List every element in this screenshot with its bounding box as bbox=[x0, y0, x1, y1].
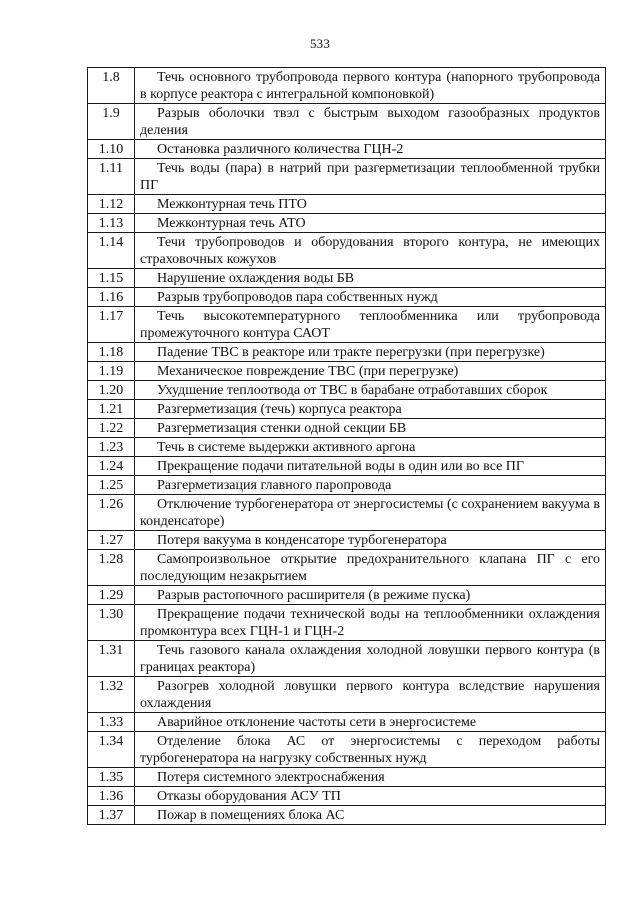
row-description: Отказы оборудования АСУ ТП bbox=[135, 787, 606, 806]
row-number: 1.19 bbox=[88, 362, 135, 381]
table-row bbox=[88, 362, 606, 381]
table-row bbox=[88, 806, 606, 825]
row-number: 1.23 bbox=[88, 438, 135, 457]
row-number: 1.30 bbox=[88, 605, 135, 641]
table-row bbox=[88, 400, 606, 419]
table-row bbox=[88, 495, 606, 531]
row-number: 1.17 bbox=[88, 307, 135, 343]
row-description: Прекращение подачи питательной воды в один или во все ПГ bbox=[135, 457, 606, 476]
row-description: Разгерметизация (течь) корпуса реактора bbox=[135, 400, 606, 419]
row-description: Остановка различного количества ГЦН-2 bbox=[135, 140, 606, 159]
row-number: 1.27 bbox=[88, 531, 135, 550]
row-number: 1.14 bbox=[88, 233, 135, 269]
row-number: 1.29 bbox=[88, 586, 135, 605]
row-description: Прекращение подачи технической воды на теплообменники охлаждения промконтура всех ГЦН-1 и ГЦН-2 bbox=[135, 605, 606, 641]
row-description: Падение ТВС в реакторе или тракте перегрузки (при перегрузке) bbox=[135, 343, 606, 362]
table-row bbox=[88, 768, 606, 787]
table-row bbox=[88, 677, 606, 713]
row-description: Пожар в помещениях блока АС bbox=[135, 806, 606, 825]
table-row bbox=[88, 195, 606, 214]
table-row bbox=[88, 288, 606, 307]
row-number: 1.26 bbox=[88, 495, 135, 531]
table-row bbox=[88, 531, 606, 550]
row-description: Разрыв растопочного расширителя (в режиме пуска) bbox=[135, 586, 606, 605]
table-row bbox=[88, 381, 606, 400]
page-number: 533 bbox=[309, 36, 331, 51]
table-row bbox=[88, 550, 606, 586]
row-number: 1.36 bbox=[88, 787, 135, 806]
table-row bbox=[88, 419, 606, 438]
row-number: 1.15 bbox=[88, 269, 135, 288]
table-row bbox=[88, 104, 606, 140]
table-row bbox=[88, 476, 606, 495]
row-description: Разрыв оболочки твэл с быстрым выходом газообразных продуктов деления bbox=[135, 104, 606, 140]
table-row bbox=[88, 214, 606, 233]
row-number: 1.8 bbox=[88, 68, 135, 104]
row-number: 1.9 bbox=[88, 104, 135, 140]
row-description: Течь высокотемпературного теплообменника или трубопровода промежуточного контура САОТ bbox=[135, 307, 606, 343]
row-description: Межконтурная течь АТО bbox=[135, 214, 606, 233]
table-row bbox=[88, 586, 606, 605]
row-number: 1.32 bbox=[88, 677, 135, 713]
row-description: Аварийное отклонение частоты сети в энергосистеме bbox=[135, 713, 606, 732]
row-description: Потеря вакуума в конденсаторе турбогенератора bbox=[135, 531, 606, 550]
table-row bbox=[88, 713, 606, 732]
table-row bbox=[88, 159, 606, 195]
row-description: Течь основного трубопровода первого контура (напорного трубопровода в корпусе реактора с интегральной компоновкой) bbox=[135, 68, 606, 104]
row-number: 1.13 bbox=[88, 214, 135, 233]
table-row bbox=[88, 269, 606, 288]
table-row bbox=[88, 68, 606, 104]
row-number: 1.25 bbox=[88, 476, 135, 495]
row-number: 1.24 bbox=[88, 457, 135, 476]
table-row bbox=[88, 641, 606, 677]
row-description: Отделение блока АС от энергосистемы с переходом работы турбогенератора на нагрузку собственных нужд bbox=[135, 732, 606, 768]
row-description: Потеря системного электроснабжения bbox=[135, 768, 606, 787]
events-table bbox=[87, 67, 606, 825]
row-description: Разгерметизация стенки одной секции БВ bbox=[135, 419, 606, 438]
row-number: 1.31 bbox=[88, 641, 135, 677]
row-description: Нарушение охлаждения воды БВ bbox=[135, 269, 606, 288]
row-number: 1.18 bbox=[88, 343, 135, 362]
row-number: 1.35 bbox=[88, 768, 135, 787]
row-number: 1.12 bbox=[88, 195, 135, 214]
row-description: Межконтурная течь ПТО bbox=[135, 195, 606, 214]
row-number: 1.16 bbox=[88, 288, 135, 307]
row-description: Разогрев холодной ловушки первого контура вследствие нарушения охлаждения bbox=[135, 677, 606, 713]
row-number: 1.20 bbox=[88, 381, 135, 400]
table-row bbox=[88, 233, 606, 269]
row-number: 1.10 bbox=[88, 140, 135, 159]
row-description: Разгерметизация главного паропровода bbox=[135, 476, 606, 495]
table-row bbox=[88, 457, 606, 476]
row-description: Течи трубопроводов и оборудования второго контура, не имеющих страховочных кожухов bbox=[135, 233, 606, 269]
row-number: 1.34 bbox=[88, 732, 135, 768]
row-number: 1.22 bbox=[88, 419, 135, 438]
row-description: Самопроизвольное открытие предохранительного клапана ПГ с его последующим незакрытием bbox=[135, 550, 606, 586]
row-description: Разрыв трубопроводов пара собственных нужд bbox=[135, 288, 606, 307]
row-number: 1.21 bbox=[88, 400, 135, 419]
table-row bbox=[88, 140, 606, 159]
row-number: 1.33 bbox=[88, 713, 135, 732]
table-row bbox=[88, 343, 606, 362]
table-row bbox=[88, 732, 606, 768]
row-description: Ухудшение теплоотвода от ТВС в барабане отработавших сборок bbox=[135, 381, 606, 400]
row-description: Механическое повреждение ТВС (при перегрузке) bbox=[135, 362, 606, 381]
table-row bbox=[88, 307, 606, 343]
row-description: Течь воды (пара) в натрий при разгерметизации теплообменной трубки ПГ bbox=[135, 159, 606, 195]
row-description: Течь в системе выдержки активного аргона bbox=[135, 438, 606, 457]
table-row bbox=[88, 605, 606, 641]
row-description: Течь газового канала охлаждения холодной ловушки первого контура (в границах реактора) bbox=[135, 641, 606, 677]
table-row bbox=[88, 787, 606, 806]
row-number: 1.37 bbox=[88, 806, 135, 825]
row-number: 1.11 bbox=[88, 159, 135, 195]
table-row bbox=[88, 438, 606, 457]
row-description: Отключение турбогенератора от энергосистемы (с сохранением вакуума в конденсаторе) bbox=[135, 495, 606, 531]
row-number: 1.28 bbox=[88, 550, 135, 586]
